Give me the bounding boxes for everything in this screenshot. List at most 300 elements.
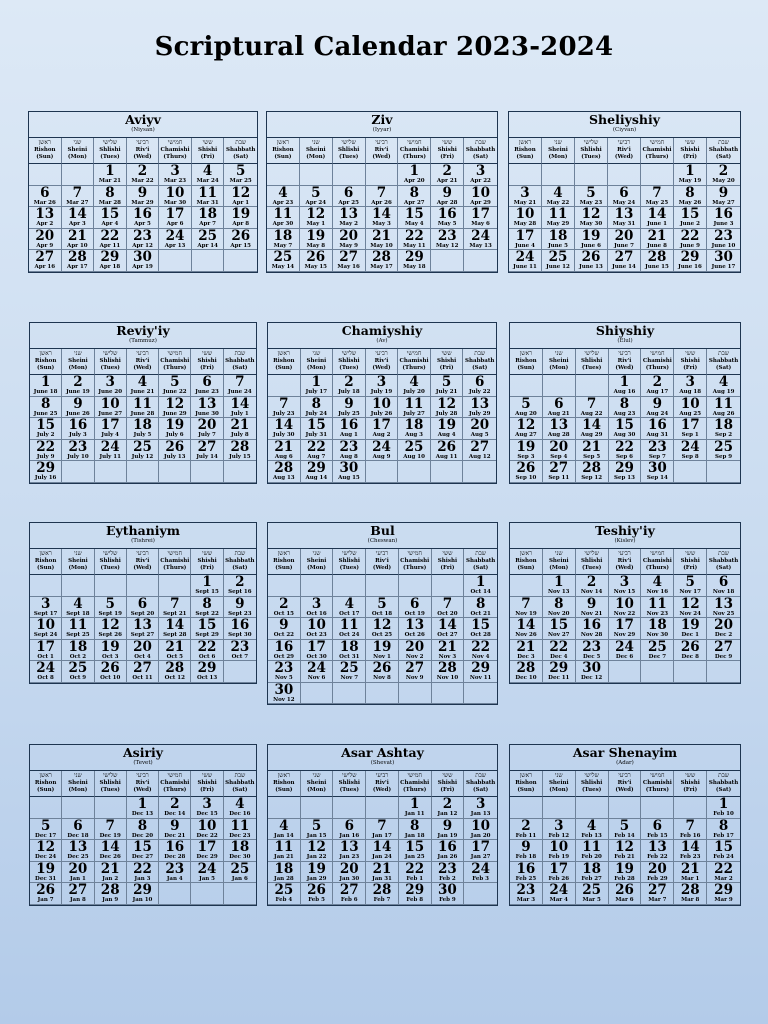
day-number: 17 [36, 639, 56, 655]
day-number: 3 [202, 797, 212, 812]
gregorian-date: Oct 21 [470, 610, 491, 617]
weekday-name: Shlishi [580, 147, 602, 153]
day-number: 19 [36, 861, 56, 877]
month-alt-name: (Ciyvan) [612, 127, 637, 133]
gregorian-date: June 16 [678, 264, 702, 270]
day-cell [301, 862, 334, 884]
gregorian-date: Feb 28 [614, 875, 635, 882]
day-number: 18 [68, 639, 88, 655]
weekday-header [576, 349, 609, 375]
day-number: 10 [471, 185, 490, 201]
gregorian-date: July 17 [305, 389, 328, 395]
day-number: 25 [404, 439, 424, 455]
gregorian-date: Mar 24 [196, 178, 219, 184]
day-number: 6 [554, 396, 564, 412]
month-header [267, 112, 497, 138]
day-number: 15 [471, 618, 491, 633]
gregorian-date: May 20 [712, 178, 735, 184]
day-number: 26 [437, 439, 457, 455]
weekday-header [95, 771, 127, 797]
gregorian-date: Dec 17 [35, 832, 57, 839]
day-cell [268, 883, 301, 905]
gregorian-date: Apr 16 [34, 264, 56, 270]
gregorian-date: Aug 25 [679, 410, 702, 417]
day-number: 19 [372, 639, 392, 655]
day-cell [268, 397, 301, 419]
month-header [268, 323, 496, 349]
weekday-name: Sheini [306, 358, 327, 364]
day-number: 24 [680, 439, 700, 455]
weekday-name: Sheini [548, 558, 569, 564]
day-cell [608, 229, 641, 251]
day-cell [127, 440, 159, 462]
day-number: 9 [718, 185, 729, 201]
day-number: 4 [586, 818, 597, 834]
gregorian-date: Aug 21 [547, 410, 570, 417]
gregorian-date: Feb 26 [548, 875, 570, 882]
gregorian-date: Aug 5 [470, 432, 489, 438]
month-name: Sheliyshiy [589, 112, 660, 127]
weekday-abbrev: (Mon) [307, 787, 327, 793]
gregorian-date: Oct 25 [371, 632, 393, 638]
empty-cell [674, 797, 707, 819]
weekday-header [30, 771, 62, 797]
gregorian-date: May 11 [403, 242, 426, 249]
day-number: 29 [615, 461, 634, 476]
gregorian-date: June 11 [513, 264, 537, 270]
day-number: 29 [133, 883, 152, 898]
day-number: 1 [40, 375, 51, 390]
gregorian-date: Aug 13 [272, 475, 295, 481]
day-number: 25 [198, 228, 218, 244]
day-number: 18 [404, 418, 424, 433]
day-cell [576, 640, 609, 662]
day-cell [95, 883, 127, 905]
gregorian-date: Feb 29 [647, 875, 668, 882]
gregorian-date: Feb 10 [713, 811, 734, 817]
weekday-hebrew: ראשן [519, 350, 533, 357]
day-number: 12 [615, 840, 634, 855]
gregorian-date: Nov 24 [679, 610, 701, 617]
day-cell [641, 819, 674, 841]
gregorian-date: Nov 28 [580, 632, 603, 638]
day-cell [608, 250, 641, 272]
day-cell [224, 440, 256, 462]
gregorian-date: June 5 [548, 242, 568, 249]
day-number: 6 [344, 818, 354, 834]
weekday-abbrev: (Tues) [581, 787, 602, 793]
empty-cell [127, 461, 159, 483]
day-cell [641, 883, 674, 905]
day-number: 11 [198, 185, 218, 201]
day-cell [641, 618, 674, 640]
weekday-name: Chamishi [400, 558, 430, 564]
weekday-abbrev: (Thurs) [645, 154, 669, 160]
gregorian-date: July 7 [198, 432, 216, 438]
weekday-abbrev: (Mon) [548, 154, 568, 160]
day-number: 3 [685, 375, 695, 390]
weekday-hebrew: שלישי [342, 772, 357, 779]
gregorian-date: June 1 [647, 221, 667, 227]
weekday-name: Riv'i [375, 558, 389, 564]
gregorian-date: Nov 11 [469, 675, 492, 681]
gregorian-date: Mar 26 [33, 199, 56, 206]
day-cell [463, 418, 496, 440]
day-number: 15 [306, 418, 326, 433]
day-number: 30 [714, 250, 733, 265]
gregorian-date: Sep 2 [715, 432, 733, 438]
gregorian-date: Sept 25 [66, 632, 90, 638]
weekday-abbrev: (Sat) [232, 365, 248, 371]
day-number: 12 [581, 207, 601, 222]
weekday-header [707, 138, 740, 164]
day-number: 24 [515, 250, 535, 265]
weekday-header [127, 349, 159, 375]
gregorian-date: Aug 30 [613, 432, 636, 438]
day-number: 18 [230, 840, 250, 855]
day-number: 1 [137, 797, 148, 812]
weekday-hebrew: רביעי [618, 350, 631, 357]
weekday-header [464, 138, 497, 164]
weekday-hebrew: שני [554, 350, 563, 357]
day-cell [707, 840, 740, 862]
day-number: 16 [714, 207, 733, 222]
gregorian-date: Sept 24 [33, 632, 58, 638]
empty-cell [464, 883, 497, 905]
day-number: 3 [619, 575, 630, 590]
weekday-header [127, 138, 160, 164]
month-days-grid [510, 771, 740, 905]
gregorian-date: May 10 [370, 242, 393, 249]
day-number: 15 [133, 840, 152, 855]
day-number: 15 [404, 207, 424, 222]
empty-cell [510, 375, 543, 397]
gregorian-date: Dec 27 [131, 854, 154, 860]
gregorian-date: Oct 23 [306, 632, 327, 638]
gregorian-date: Mar 30 [164, 199, 187, 206]
gregorian-date: May 28 [513, 221, 537, 227]
day-number: 25 [273, 250, 293, 265]
gregorian-date: July 23 [273, 410, 295, 417]
day-cell [159, 229, 192, 251]
day-cell [192, 164, 225, 186]
gregorian-date: Feb 13 [581, 832, 602, 839]
day-cell [268, 819, 301, 841]
weekday-header [159, 138, 192, 164]
gregorian-date: Jan 26 [437, 854, 458, 860]
weekday-abbrev: (Sun) [516, 154, 534, 160]
weekday-header [464, 549, 497, 575]
gregorian-date: Jan 19 [437, 832, 458, 839]
day-number: 13 [197, 396, 217, 412]
day-cell [464, 207, 497, 229]
day-number: 24 [615, 639, 634, 655]
day-cell [399, 819, 432, 841]
weekday-header [707, 349, 740, 375]
gregorian-date: July 3 [69, 432, 87, 438]
day-number: 23 [339, 439, 359, 455]
month-name: Chamiyshiy [341, 323, 423, 338]
day-cell [510, 618, 543, 640]
gregorian-date: Apr 6 [166, 221, 184, 227]
gregorian-date: June 19 [66, 389, 90, 395]
day-number: 17 [165, 207, 185, 222]
day-number: 20 [133, 639, 152, 655]
day-cell [707, 883, 740, 905]
day-number: 18 [714, 418, 733, 433]
day-cell [94, 186, 127, 208]
day-number: 4 [73, 596, 83, 612]
gregorian-date: Dec 7 [648, 653, 667, 660]
empty-cell [301, 683, 334, 705]
day-number: 13 [339, 840, 359, 855]
day-cell [576, 597, 609, 619]
day-cell [62, 819, 94, 841]
gregorian-date: Mar 2 [714, 875, 733, 882]
day-number: 17 [307, 639, 326, 655]
gregorian-date: Nov 1 [373, 653, 391, 660]
day-cell [463, 440, 496, 462]
day-number: 23 [68, 439, 88, 455]
weekday-name: Shlishi [580, 558, 603, 564]
gregorian-date: Nov 30 [646, 632, 669, 638]
gregorian-date: July 8 [231, 432, 249, 438]
day-cell [641, 840, 674, 862]
day-cell [674, 640, 707, 662]
day-number: 22 [197, 639, 217, 655]
gregorian-date: May 19 [678, 178, 702, 184]
weekday-header [300, 138, 333, 164]
weekday-hebrew: רביעי [136, 350, 149, 357]
weekday-name: Shishi [437, 558, 458, 564]
gregorian-date: May 17 [370, 264, 393, 270]
day-number: 11 [582, 840, 602, 855]
day-cell [674, 418, 707, 440]
gregorian-date: Oct 27 [437, 632, 458, 638]
day-cell [268, 461, 301, 483]
day-number: 25 [647, 639, 667, 655]
day-number: 6 [475, 375, 485, 390]
day-cell [95, 661, 127, 683]
empty-cell [159, 250, 192, 272]
weekday-name: Chamishi [160, 780, 190, 786]
gregorian-date: Dec 30 [229, 854, 251, 860]
day-number: 18 [274, 861, 294, 877]
weekday-hebrew: רביעי [618, 772, 631, 779]
day-number: 9 [137, 185, 148, 201]
gregorian-date: July 29 [468, 410, 491, 417]
weekday-abbrev: (Wed) [372, 565, 392, 571]
day-cell [301, 397, 334, 419]
day-number: 28 [680, 883, 700, 898]
day-number: 14 [100, 840, 120, 855]
empty-cell [543, 797, 576, 819]
weekday-hebrew: רביעי [617, 139, 631, 146]
day-number: 4 [652, 575, 663, 590]
day-cell [159, 440, 191, 462]
gregorian-date: Oct 29 [273, 653, 294, 660]
day-cell [707, 575, 740, 597]
gregorian-date: Feb 14 [614, 832, 635, 839]
weekday-name: Rishon [34, 780, 57, 786]
day-number: 17 [680, 418, 700, 433]
day-cell [29, 207, 62, 229]
gregorian-date: June 9 [680, 242, 700, 249]
weekday-header [510, 349, 543, 375]
weekday-header [224, 138, 257, 164]
day-number: 3 [40, 596, 51, 612]
day-cell [510, 597, 543, 619]
day-cell [398, 418, 431, 440]
day-cell [268, 597, 301, 619]
day-cell [30, 883, 62, 905]
day-cell [576, 418, 609, 440]
gregorian-date: Mar 7 [648, 897, 667, 903]
day-cell [576, 883, 609, 905]
empty-cell [609, 661, 642, 683]
gregorian-date: May 27 [712, 199, 735, 206]
day-cell [159, 661, 191, 683]
day-cell [641, 229, 674, 251]
day-cell [543, 640, 576, 662]
day-number: 1 [554, 575, 564, 590]
day-number: 5 [236, 164, 246, 179]
day-number: 18 [647, 618, 667, 633]
weekday-abbrev: (Sun) [37, 565, 55, 571]
day-number: 8 [311, 396, 322, 412]
day-cell [399, 797, 432, 819]
weekday-name: Chamishi [160, 147, 190, 153]
gregorian-date: July 27 [403, 410, 425, 417]
gregorian-date: Apr 8 [232, 221, 250, 227]
gregorian-date: July 12 [131, 453, 154, 460]
gregorian-date: Apr 3 [68, 221, 86, 227]
day-cell [301, 640, 334, 662]
gregorian-date: Aug 29 [580, 432, 603, 438]
gregorian-date: Nov 29 [613, 632, 636, 638]
day-number: 9 [652, 396, 663, 412]
day-number: 2 [442, 164, 452, 179]
weekday-header [432, 549, 465, 575]
day-number: 5 [377, 596, 387, 612]
empty-cell [159, 461, 191, 483]
gregorian-date: Mar 4 [549, 897, 568, 903]
day-cell [674, 862, 707, 884]
day-number: 17 [515, 228, 535, 244]
day-cell [432, 840, 465, 862]
day-number: 20 [197, 418, 217, 433]
day-number: 8 [554, 596, 564, 612]
month-name: Asar Ashtay [341, 745, 424, 760]
gregorian-date: Aug 18 [679, 389, 702, 395]
day-cell [300, 207, 333, 229]
gregorian-date: Apr 23 [272, 199, 294, 206]
day-number: 7 [586, 396, 597, 412]
day-cell [707, 597, 740, 619]
day-cell [674, 186, 707, 208]
empty-cell [30, 575, 62, 597]
day-cell [268, 418, 301, 440]
day-number: 8 [718, 818, 729, 834]
gregorian-date: Oct 6 [198, 653, 216, 660]
day-number: 16 [516, 861, 536, 877]
gregorian-date: Oct 11 [132, 675, 153, 681]
day-cell [366, 229, 399, 251]
weekday-name: Rishon [515, 558, 537, 564]
month-name: Eythaniym [105, 523, 181, 538]
gregorian-date: May 29 [546, 221, 570, 227]
gregorian-date: Nov 19 [515, 610, 537, 617]
month-aviyv [28, 111, 258, 273]
day-cell [95, 840, 127, 862]
day-cell [641, 207, 674, 229]
gregorian-date: July 26 [370, 410, 393, 417]
day-number: 12 [372, 618, 392, 633]
day-cell [674, 397, 707, 419]
day-cell [62, 229, 95, 251]
day-number: 16 [582, 618, 602, 633]
gregorian-date: Sept 22 [195, 610, 219, 617]
gregorian-date: July 5 [133, 432, 152, 438]
day-cell [29, 186, 62, 208]
day-number: 26 [372, 661, 392, 676]
weekday-hebrew: ששי [202, 550, 213, 557]
weekday-name: Chamishi [642, 558, 672, 564]
weekday-header [224, 771, 256, 797]
gregorian-date: June 20 [98, 389, 123, 395]
day-cell [301, 375, 334, 397]
gregorian-date: June 4 [515, 242, 535, 249]
day-cell [674, 440, 707, 462]
weekday-header [301, 549, 334, 575]
day-number: 25 [582, 883, 602, 898]
gregorian-date: July 4 [101, 432, 120, 438]
weekday-name: Riv'i [617, 147, 631, 153]
day-cell [224, 186, 257, 208]
weekday-header [542, 138, 575, 164]
gregorian-date: Oct 7 [231, 653, 249, 660]
gregorian-date: Aug 14 [305, 475, 328, 481]
empty-cell [509, 164, 542, 186]
day-cell [333, 229, 366, 251]
day-cell [431, 164, 464, 186]
gregorian-date: May 5 [437, 221, 457, 227]
month-name: Shiyshiy [595, 323, 655, 338]
gregorian-date: Apr 29 [470, 199, 491, 206]
day-cell [191, 862, 223, 884]
day-number: 15 [615, 418, 634, 433]
day-cell [95, 440, 127, 462]
day-number: 14 [372, 840, 392, 855]
gregorian-date: Mar 6 [615, 897, 634, 903]
weekday-hebrew: חמישי [167, 350, 183, 357]
day-number: 13 [549, 418, 569, 433]
gregorian-date: Jan 31 [372, 875, 392, 882]
gregorian-date: Apr 15 [230, 242, 251, 249]
weekday-name: Shabbath [225, 780, 255, 786]
day-number: 18 [548, 228, 568, 244]
empty-cell [224, 661, 256, 683]
month-days-grid [268, 549, 497, 704]
gregorian-date: June 21 [130, 389, 155, 395]
empty-cell [399, 683, 432, 705]
day-cell [399, 883, 432, 905]
weekday-name: Riv'i [135, 147, 150, 153]
day-cell [576, 661, 609, 683]
gregorian-date: July 30 [273, 432, 295, 438]
gregorian-date: May 25 [645, 199, 669, 206]
weekday-hebrew: חמישי [407, 550, 422, 557]
